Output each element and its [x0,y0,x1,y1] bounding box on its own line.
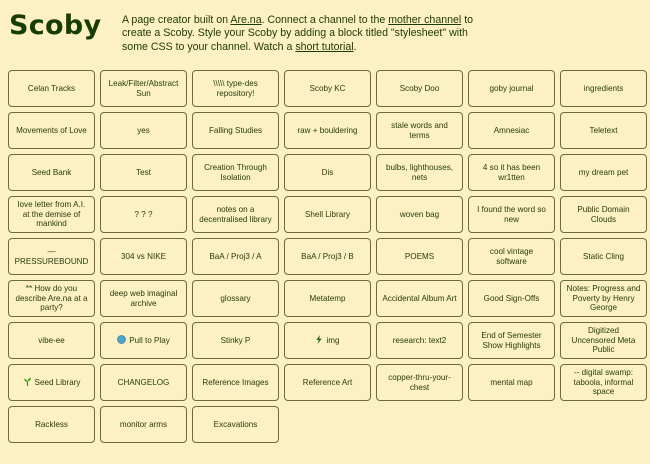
channel-tile-label: Movements of Love [16,125,87,135]
channel-tile-label: I found the word so new [477,204,546,224]
channel-tile-label: img [326,335,340,345]
channel-tile-17[interactable] [284,154,371,191]
mother-channel-link[interactable]: mother channel [388,14,462,26]
channel-tile-27[interactable] [560,196,647,233]
channel-tile-label: Digitized Uncensored Meta Public [571,326,636,355]
channel-tile-label: raw + bouldering [297,125,358,135]
channel-tile-label: -- digital swamp: taboola, informal space [573,368,634,397]
channel-tile-46[interactable] [376,322,463,359]
channel-tile-7[interactable] [8,112,95,149]
channel-tile-label: Scoby KC [309,83,346,93]
channel-tile-label: vibe-ee [38,335,65,345]
channel-tile-label: Reference Art [302,377,353,387]
channel-tile-label: Metatemp [309,293,346,303]
channel-tile-label: Seed Bank [31,167,72,177]
channel-tile-label: love letter from A.I. at the demise of mankind [17,200,86,229]
channel-tile-22[interactable] [100,196,187,233]
channel-tile-40[interactable] [468,280,555,317]
channel-tile-12[interactable] [468,112,555,149]
channel-tile-39[interactable] [376,280,463,317]
channel-tile-48[interactable] [560,322,647,359]
channel-tile-21[interactable] [8,196,95,233]
channel-tile-53[interactable] [376,364,463,401]
channel-tile-label: — PRESSUREBOUND [14,246,89,266]
channel-tile-16[interactable] [192,154,279,191]
channel-tile-label: Public Domain Clouds [577,204,630,224]
intro-part-4: . [353,40,357,53]
channel-tile-label: research: text2 [392,335,447,345]
channel-tile-label: Excavations [213,419,258,429]
channel-tile-label: 4 so it has been wr1tten [482,162,541,182]
channel-tile-55[interactable] [560,364,647,401]
channel-grid [8,70,647,443]
channel-tile-label: Celan Tracks [27,83,76,93]
channel-tile-label: my dream pet [578,167,629,177]
channel-tile-11[interactable] [376,112,463,149]
channel-tile-label: goby journal [489,83,534,93]
channel-tile-50[interactable] [100,364,187,401]
channel-tile-label: End of Semester Show Highlights [481,330,542,350]
channel-tile-36[interactable] [100,280,187,317]
channel-tile-label: Creation Through Isolation [204,162,267,182]
channel-tile-19[interactable] [468,154,555,191]
channel-tile-0[interactable] [8,70,95,107]
channel-tile-label: Dis [321,167,334,177]
channel-tile-25[interactable] [376,196,463,233]
channel-tile-label: monitor arms [119,419,168,429]
channel-tile-52[interactable] [284,364,371,401]
site-logo[interactable]: Scoby [9,10,102,41]
channel-tile-35[interactable] [8,280,95,317]
sprout-icon [23,377,35,388]
channel-tile-5[interactable] [468,70,555,107]
channel-tile-8[interactable] [100,112,187,149]
channel-tile-label: yes [137,125,150,135]
channel-tile-label: copper-thru-your-chest [388,372,451,392]
lightning-icon [315,335,326,346]
channel-tile-label: stale words and terms [391,120,448,140]
channel-tile-2[interactable] [192,70,279,107]
channel-tile-42[interactable] [8,322,95,359]
header [8,4,648,64]
channel-tile-label: \\\\\ type-des repository! [213,78,258,98]
channel-tile-45[interactable] [284,322,371,359]
arena-link[interactable]: Are.na [230,14,262,26]
channel-tile-label: CHANGELOG [117,377,170,387]
channel-tile-41[interactable] [560,280,647,317]
channel-tile-10[interactable] [284,112,371,149]
channel-tile-label: Falling Studies [208,125,263,135]
channel-tile-37[interactable] [192,280,279,317]
channel-tile-23[interactable] [192,196,279,233]
channel-tile-label: cool vintage software [489,246,534,266]
channel-tile-label: woven bag [399,209,440,219]
channel-tile-label: Accidental Album Art [382,293,457,303]
channel-tile-32[interactable] [376,238,463,275]
channel-tile-3[interactable] [284,70,371,107]
channel-tile-label: notes on a decentralised library [199,204,272,224]
channel-tile-label: Test [136,167,151,177]
intro-text [122,14,482,54]
channel-tile-49[interactable] [8,364,95,401]
channel-tile-29[interactable] [100,238,187,275]
channel-tile-51[interactable] [192,364,279,401]
channel-tile-38[interactable] [284,280,371,317]
channel-tile-label: glossary [220,293,251,303]
channel-tile-label: Seed Library [34,377,81,387]
channel-tile-34[interactable] [560,238,647,275]
channel-tile-18[interactable] [376,154,463,191]
channel-tile-1[interactable] [100,70,187,107]
channel-tile-15[interactable] [100,154,187,191]
channel-tile-label: Amnesiac [493,125,530,135]
intro-part-1: A page creator built on [122,14,231,26]
channel-tile-label: Rackless [35,419,68,429]
channel-tile-9[interactable] [192,112,279,149]
intro-part-2: . Connect a channel to the [261,14,389,26]
channel-tile-label: BaA / Proj3 / B [301,251,354,261]
intro-part-3: to create a Scoby. Style your Scoby by adding a block titled "stylesheet" with some CSS to your channel. Watch a [122,14,474,53]
channel-tile-label: BaA / Proj3 / A [209,251,262,261]
channel-tile-57[interactable] [100,406,187,443]
channel-tile-44[interactable] [192,322,279,359]
channel-tile-label: ingredients [583,83,624,93]
channel-tile-label: Pull to Play [129,335,170,345]
channel-tile-label: Static Cling [583,251,624,261]
channel-tile-26[interactable] [468,196,555,233]
channel-tile-6[interactable] [560,70,647,107]
channel-tile-31[interactable] [284,238,371,275]
channel-tile-56[interactable] [8,406,95,443]
channel-tile-label: Stinky P [220,335,251,345]
channel-tile-label: ** How do you describe Are.na at a party? [15,284,88,313]
channel-tile-label: Notes: Progress and Poverty by Henry George [566,284,641,313]
channel-tile-30[interactable] [192,238,279,275]
channel-tile-58[interactable] [192,406,279,443]
channel-tile-label: Leak/Filter/Abstract Sun [108,78,179,98]
channel-tile-20[interactable] [560,154,647,191]
channel-tile-label: deep web imaginal archive [109,288,178,308]
globe-icon [117,335,129,346]
channel-tile-label: mental map [490,377,533,387]
channel-tile-label: Teletext [589,125,618,135]
channel-tile-13[interactable] [560,112,647,149]
channel-tile-28[interactable] [8,238,95,275]
channel-tile-label: Shell Library [305,209,350,219]
channel-tile-label: Scoby Doo [399,83,440,93]
channel-tile-label: ? ? ? [134,209,153,219]
short-tutorial-link[interactable]: short tutorial [295,40,354,53]
channel-tile-label: bulbs, lighthouses, nets [385,162,454,182]
channel-tile-14[interactable] [8,154,95,191]
channel-tile-4[interactable] [376,70,463,107]
channel-tile-47[interactable] [468,322,555,359]
channel-tile-33[interactable] [468,238,555,275]
channel-tile-label: 304 vs NIKE [121,251,166,261]
channel-tile-label: Reference Images [202,377,269,387]
channel-tile-label: Good Sign-Offs [483,293,540,303]
channel-tile-54[interactable] [468,364,555,401]
channel-tile-label: POEMS [404,251,435,261]
channel-tile-24[interactable] [284,196,371,233]
channel-tile-43[interactable] [100,322,187,359]
